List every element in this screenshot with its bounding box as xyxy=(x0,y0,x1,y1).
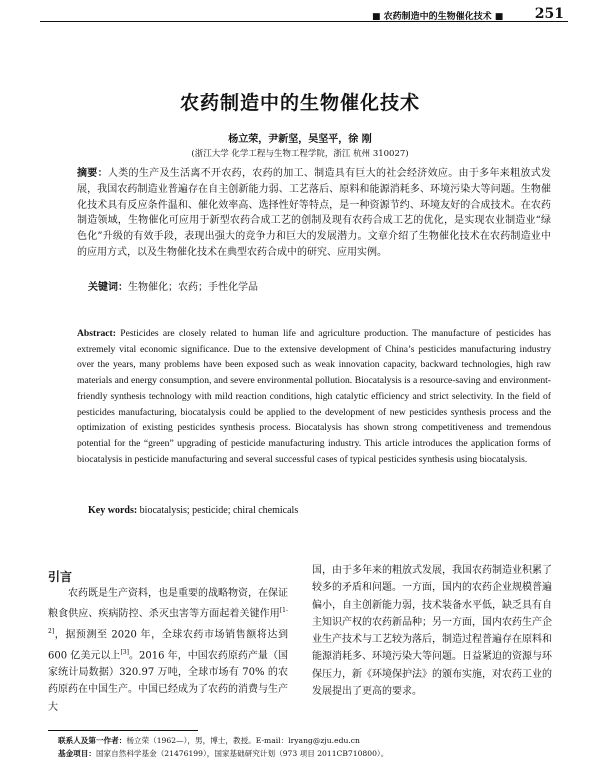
footnote-author xyxy=(58,735,360,746)
citation: [1-2] xyxy=(48,607,288,635)
keywords-label: 关键词： xyxy=(88,282,128,293)
intro-left-column xyxy=(48,585,288,716)
running-header xyxy=(0,0,600,24)
page-number: 251 xyxy=(534,6,564,22)
abstract-chinese xyxy=(77,166,551,261)
abstract-label: 摘要： xyxy=(77,168,108,179)
intro-text-1: 农药既是生产资料，也是重要的战略物资，在保证粮食供应、疾病防控、杀灭虫害等方面起着关键作用 xyxy=(48,588,288,620)
keywords-en-label: Key words: xyxy=(88,505,138,516)
footnote-rule xyxy=(48,730,198,731)
footnote-author-text: 杨立荣（1962—），男，博士，教授。E-mail：lryang@zju.edu.cn xyxy=(126,736,360,745)
section-heading-intro: 引言 xyxy=(48,570,73,584)
footnote-author-label: 联系人及第一作者： xyxy=(58,736,127,745)
footnote-fund-text: 国家自然科学基金（21476199），国家基础研究计划（973 项目 2011CB710800）。 xyxy=(95,749,389,758)
abstract-english xyxy=(77,326,551,467)
running-title: ■ 农药制造中的生物催化技术 ■ xyxy=(372,12,504,22)
keywords-english xyxy=(88,505,298,516)
intro-text-2: ，据预测至 2020 年，全球农药市场销售额将达到 600 亿美元以上 xyxy=(48,629,288,661)
keywords-en-text: biocatalysis; pesticide; chiral chemicals xyxy=(139,505,299,516)
footnote-fund-label: 基金项目： xyxy=(58,749,96,758)
abstract-text: 人类的生产及生活离不开农药，农药的加工、制造具有巨大的社会经济效应。由于多年来粗放式发展，我国农药制造业普遍存在自主创新能力弱、工艺落后、原料和能源消耗多、环境污染大等问题。生物催化技术具有反应条件温和、催化效率高、选择性好等特点，是一种资源节约、环境友好的合成技术。在农药制造领域，生物催化可应用于新型农药合成工艺的创制及现有农药合成工艺的优化，是实现农业制造业“绿色化”升级的有效手段，表现出强大的竞争力和巨大的发展潜力。文章介绍了生物催化技术在农药制造业中的应用方式，以及生物催化技术在典型农药合成中的研究、应用实例。 xyxy=(77,168,552,258)
intro-right-column: 国，由于多年来的粗放式发展，我国农药制造业积累了较多的矛盾和问题。一方面，国内的农药企业规模普遍偏小，自主创新能力弱，技术装备水平低，缺乏具有自主知识产权的农药新品种；另一方面，国内农药生产企业生产技术与工艺较为落后，制造过程普遍存在原料和能源消耗多、环境污染大等问题。日益紧迫的资源与环保压力，新《环境保护法》的颁布实施，对农药工业的发展提出了更高的要求。 xyxy=(312,565,552,698)
footnote-fund xyxy=(58,748,388,759)
abstract-en-label: Abstract: xyxy=(77,328,116,339)
intro-text-3: 。2016 年，中国农药原药产量（国家统计局数据）320.97 万吨，全球市场有 70% 的农药原药在中国生产。中国已经成为了农药的消费与生产大 xyxy=(48,649,288,713)
paper-title: 农药制造中的生物催化技术 xyxy=(179,92,420,114)
keywords-chinese xyxy=(88,278,258,293)
affiliation: (浙江大学 化学工程与生物工程学院，浙江 杭州 310027) xyxy=(191,149,409,159)
authors: 杨立荣，尹新坚，吴坚平，徐 刚 xyxy=(228,134,372,145)
abstract-en-text: Pesticides are closely related to human life and agriculture production. The manufacture of pesticides has extremely vital economic significance. Due to the extensive development of China’s pesticides manufacturing industry over the years, many problems have been exposed such as weak innovation capacity, backward technologies, high raw materials and energy consumption, and severe environmental pollution. Biocatalysis is a resource-saving and environment-friendly synthesis technology with mild reaction conditions, high catalytic efficiency and strict selectivity. In the field of pesticides manufacturing, biocatalysis could be applied to the development of new pesticides synthesis process and the optimization of existing pesticides synthesis process. Biocatalysis has shown strong competitiveness and tremendous potential for the “green” upgrading of pesticide manufacturing industry. This article introduces the application forms of biocatalysis in pesticide manufacturing and several successful cases of typical pesticides synthesis using biocatalysis. xyxy=(77,328,552,465)
keywords-text: 生物催化；农药；手性化学品 xyxy=(128,282,258,293)
citation: [3] xyxy=(120,648,129,656)
header-rule xyxy=(40,21,568,22)
